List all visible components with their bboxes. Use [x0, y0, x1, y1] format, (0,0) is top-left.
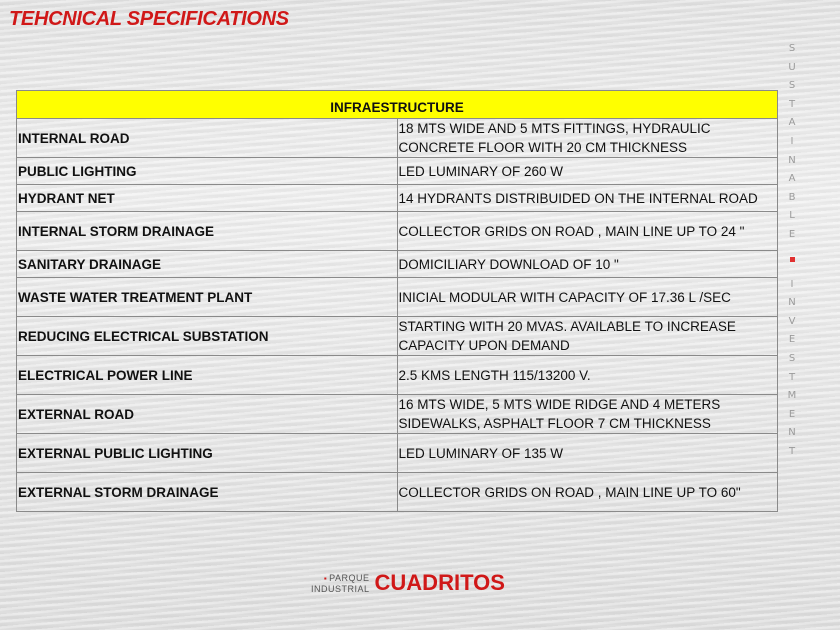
table-row [17, 473, 778, 512]
side-letter: U [788, 61, 796, 73]
table-row [17, 434, 778, 473]
side-letter: S [788, 80, 796, 92]
table-row [17, 278, 778, 317]
page-title: TEHCNICAL SPECIFICATIONS [9, 8, 289, 30]
side-letter: I [790, 135, 794, 147]
row-label: PUBLIC LIGHTING [17, 158, 398, 185]
table-row [17, 356, 778, 395]
side-letter: S [788, 43, 796, 54]
row-label: EXTERNAL STORM DRAINAGE [17, 473, 398, 512]
table-row [17, 212, 778, 251]
logo-line1: PARQUE [329, 572, 370, 583]
table-row [17, 185, 778, 212]
row-value: 16 MTS WIDE, 5 MTS WIDE RIDGE AND 4 METERS SIDEWALKS, ASPHALT FLOOR 7 CM THICKNESS [397, 395, 778, 434]
row-label: ELECTRICAL POWER LINE [17, 356, 398, 395]
row-value: COLLECTOR GRIDS ON ROAD , MAIN LINE UP TO 60" [397, 473, 778, 512]
spec-table [16, 90, 778, 512]
row-value: INICIAL MODULAR WITH CAPACITY OF 17.36 L /SEC [397, 278, 778, 317]
side-letter: A [788, 173, 796, 185]
row-value: LED LUMINARY OF 260 W [397, 158, 778, 185]
table-row [17, 119, 778, 158]
side-letter: E [788, 408, 796, 420]
row-label: INTERNAL STORM DRAINAGE [17, 212, 398, 251]
row-label: INTERNAL ROAD [17, 119, 398, 158]
side-letter: E [788, 334, 796, 346]
side-letter: V [788, 315, 796, 327]
side-letter: I [790, 278, 794, 290]
table-row [17, 317, 778, 356]
row-label: SANITARY DRAINAGE [17, 251, 398, 278]
side-letter: M [787, 390, 797, 402]
separator-dot-icon [790, 257, 795, 262]
side-letter: S [788, 352, 796, 364]
side-letter: B [788, 191, 796, 203]
row-label: REDUCING ELECTRICAL SUBSTATION [17, 317, 398, 356]
row-value: DOMICILIARY DOWNLOAD OF 10 " [397, 251, 778, 278]
row-value: STARTING WITH 20 MVAS. AVAILABLE TO INCREASE CAPACITY UPON DEMAND [397, 317, 778, 356]
side-letter: E [788, 228, 796, 240]
row-value: 14 HYDRANTS DISTRIBUIDED ON THE INTERNAL ROAD [397, 185, 778, 212]
side-letter: T [788, 98, 796, 110]
company-logo [311, 570, 505, 596]
table-header: INFRAESTRUCTURE [17, 91, 778, 119]
logo-name: CUADRITOS [374, 570, 505, 595]
logo-subtitle [311, 573, 370, 594]
side-letter: N [788, 427, 796, 439]
side-letter: N [788, 297, 796, 309]
side-letter: N [788, 154, 796, 166]
side-letter: L [789, 210, 795, 222]
side-letter: T [788, 371, 796, 383]
table-header-row [17, 91, 778, 119]
row-label: WASTE WATER TREATMENT PLANT [17, 278, 398, 317]
table-row [17, 251, 778, 278]
side-letter: T [788, 445, 796, 457]
side-letter: A [788, 117, 796, 129]
table-row [17, 158, 778, 185]
row-value: 2.5 KMS LENGTH 115/13200 V. [397, 356, 778, 395]
row-value: COLLECTOR GRIDS ON ROAD , MAIN LINE UP TO 24 " [397, 212, 778, 251]
row-label: EXTERNAL ROAD [17, 395, 398, 434]
row-value: LED LUMINARY OF 135 W [397, 434, 778, 473]
row-label: HYDRANT NET [17, 185, 398, 212]
table-row [17, 395, 778, 434]
row-label: EXTERNAL PUBLIC LIGHTING [17, 434, 398, 473]
logo-line2: INDUSTRIAL [311, 583, 370, 594]
logo-mark-icon: ▪ [323, 573, 328, 583]
side-vertical-text [786, 40, 798, 461]
row-value: 18 MTS WIDE AND 5 MTS FITTINGS, HYDRAULIC CONCRETE FLOOR WITH 20 CM THICKNESS [397, 119, 778, 158]
